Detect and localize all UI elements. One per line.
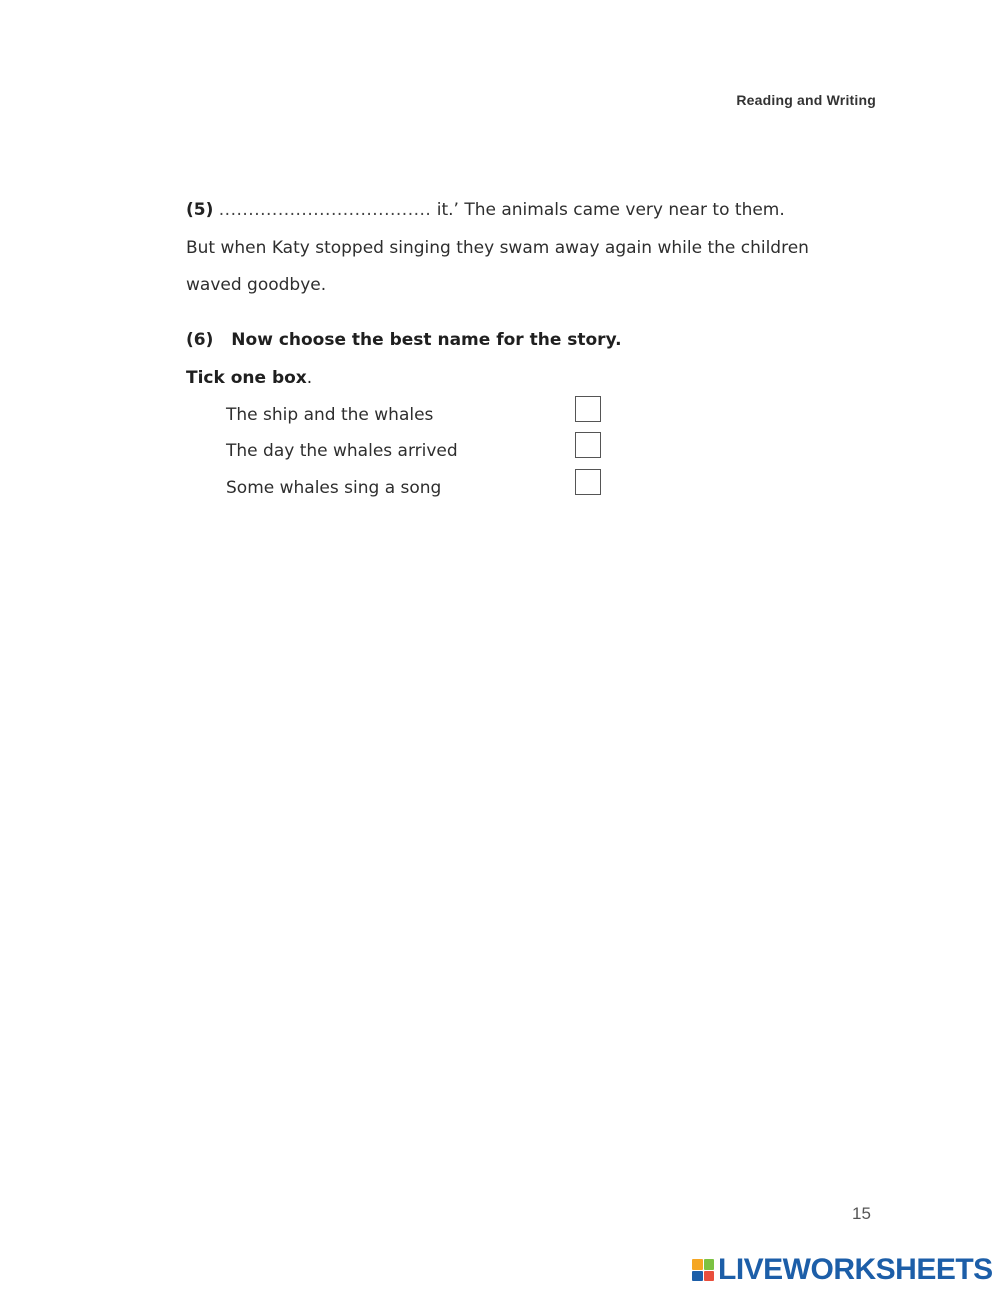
answer-blank-5[interactable]: .................................... [218, 200, 432, 220]
tick-box-1[interactable] [575, 396, 601, 422]
question-6 [186, 330, 622, 350]
instruction: Tick one box. [186, 368, 313, 388]
page-number: 15 [852, 1204, 871, 1223]
question-number-6: (6) [186, 330, 214, 350]
instruction-text: Tick one box [186, 368, 307, 388]
tick-box-2[interactable] [575, 432, 601, 458]
section-header: Reading and Writing [736, 92, 876, 108]
passage-line-2: But when Katy stopped singing they swam away again while the children [186, 238, 809, 258]
passage-text: it.’ The animals came very near to them. [431, 200, 785, 220]
brand-name: LIVEWORKSHEETS [718, 1253, 993, 1286]
passage-line-q5 [186, 200, 785, 220]
option-label-2: The day the whales arrived [226, 441, 458, 461]
option-label-1: The ship and the whales [226, 405, 434, 425]
option-label-3: Some whales sing a song [226, 478, 442, 498]
liveworksheets-logo-icon [692, 1259, 714, 1281]
question-number-5: (5) [186, 200, 214, 220]
passage-line-3: waved goodbye. [186, 275, 327, 295]
brand-logo [692, 1255, 993, 1285]
tick-box-3[interactable] [575, 469, 601, 495]
question-prompt: Now choose the best name for the story. [231, 330, 622, 350]
